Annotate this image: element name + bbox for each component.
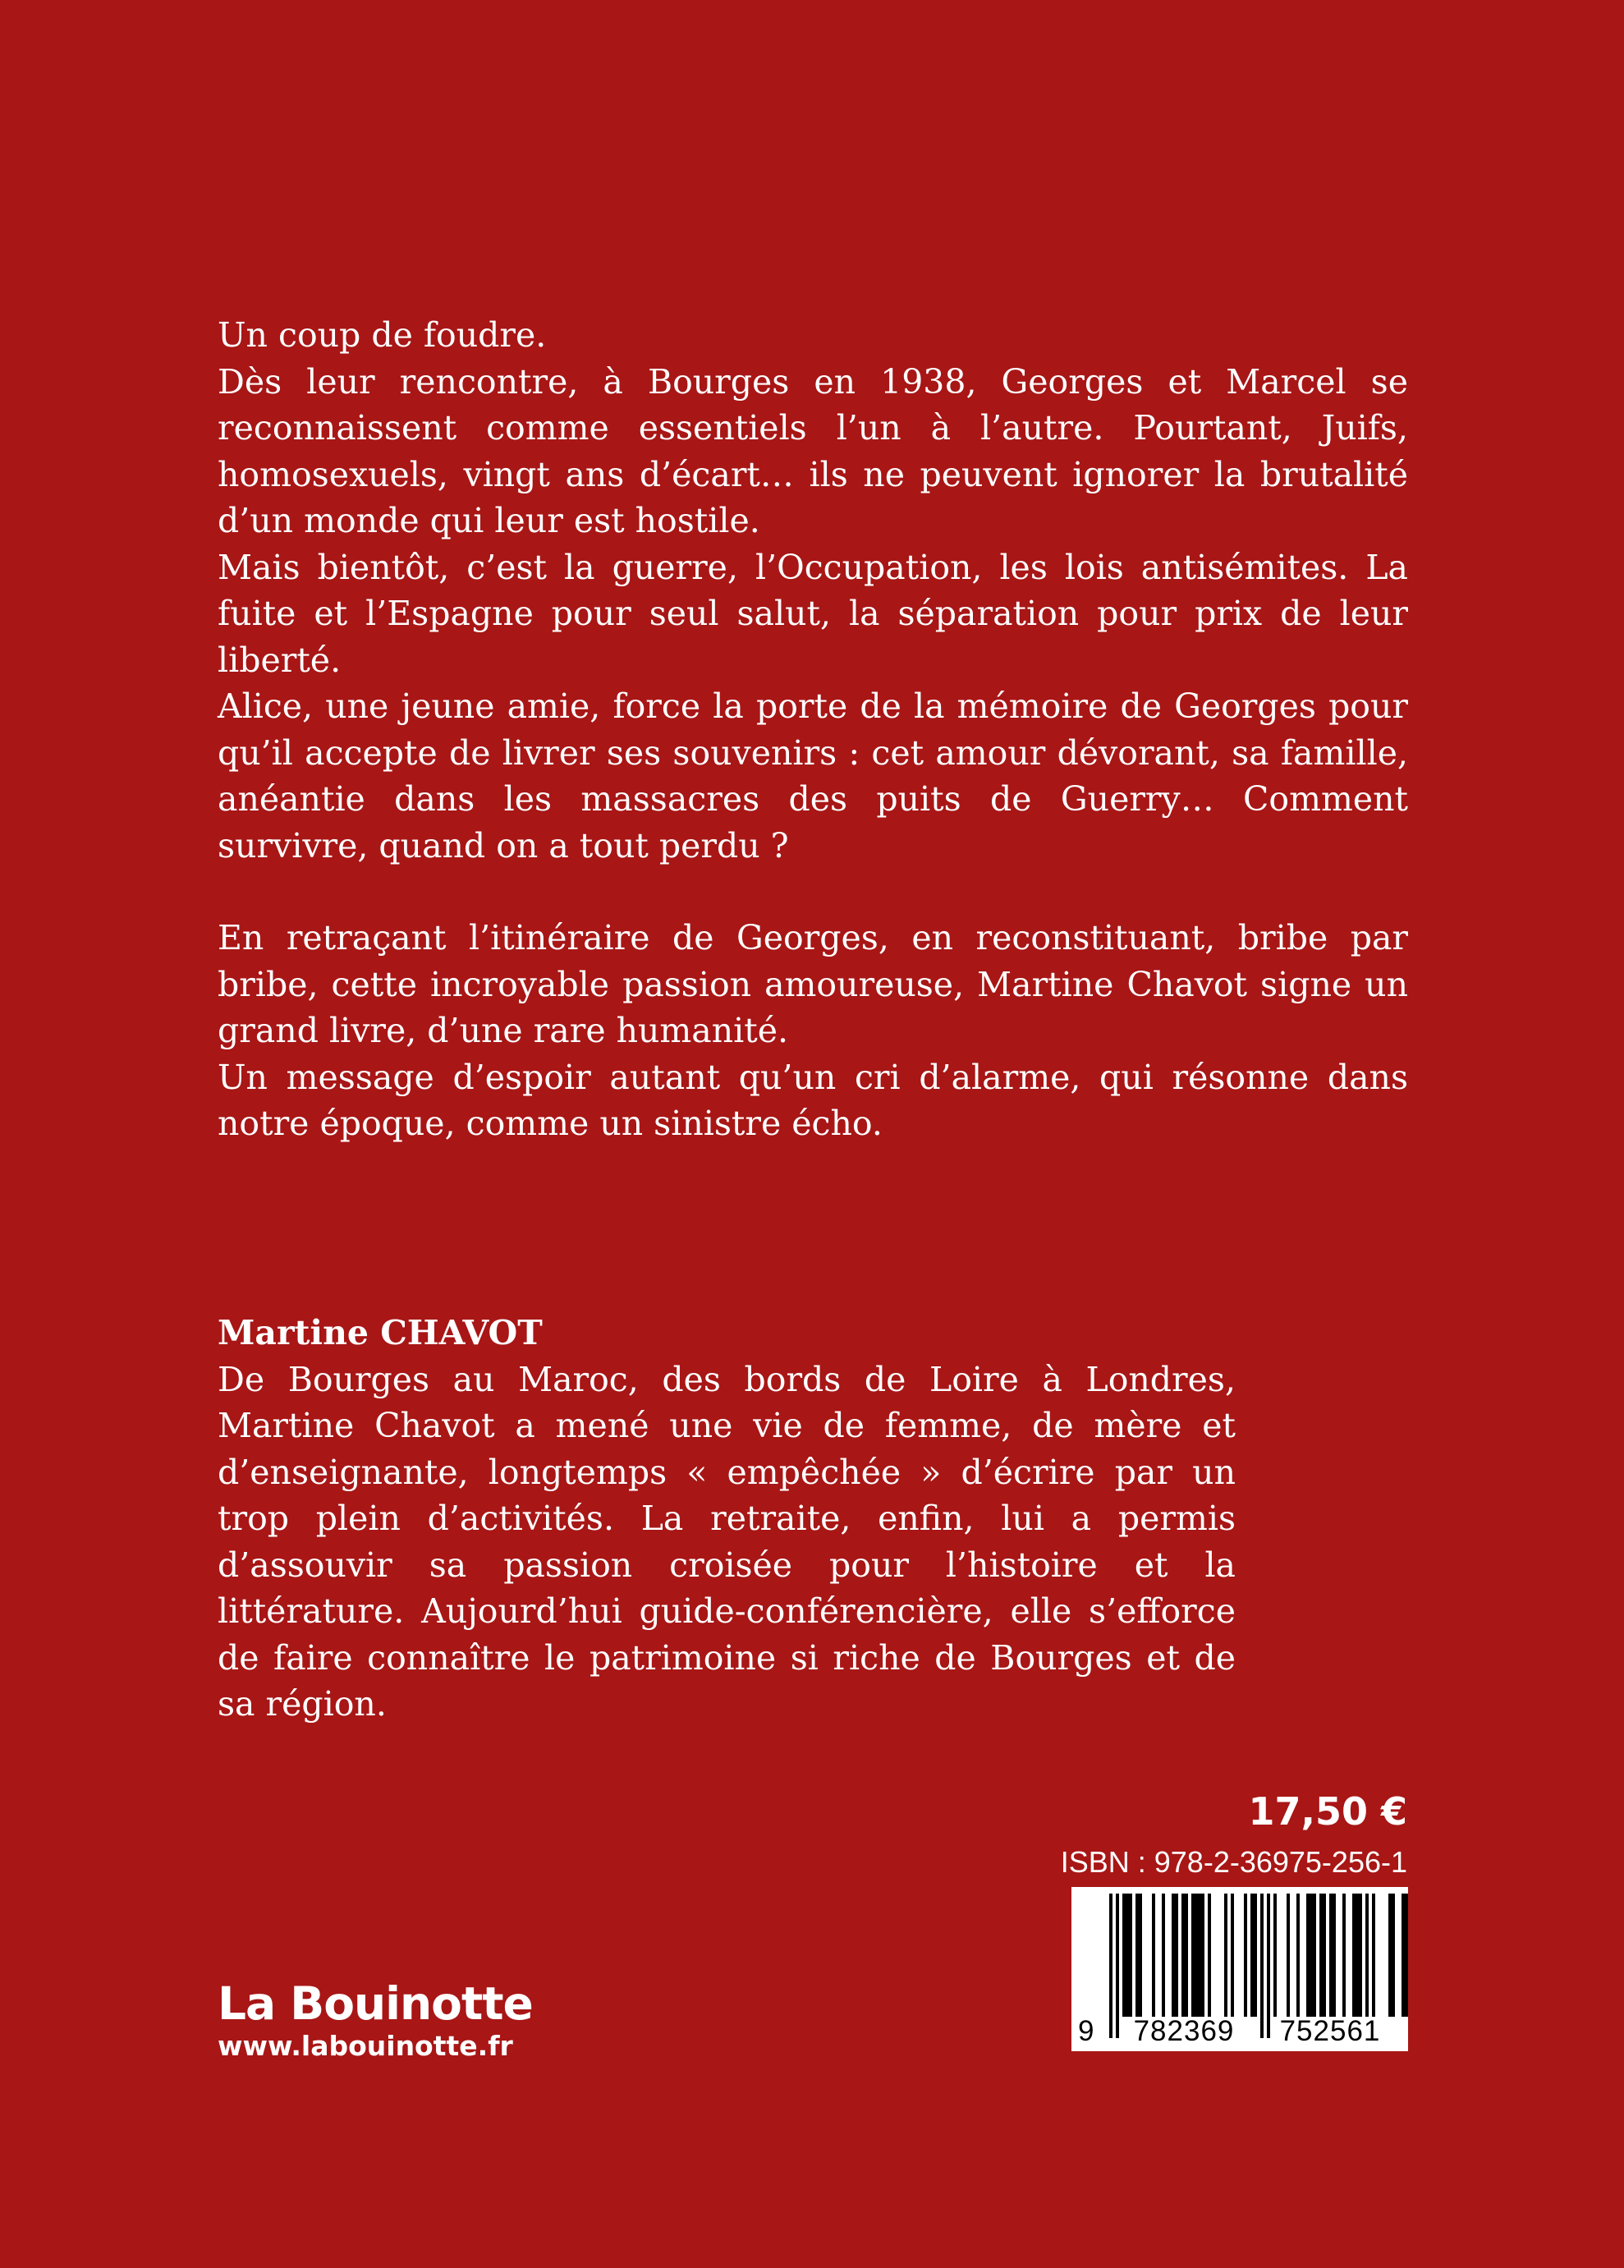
- barcode-bar: [1172, 1894, 1175, 2017]
- barcode-bar: [1310, 1894, 1313, 2017]
- barcode-bar: [1250, 1894, 1254, 2017]
- barcode-bar: [1388, 1894, 1392, 2017]
- barcode-bar: [1195, 1894, 1198, 2017]
- barcode-bar: [1208, 1894, 1211, 2017]
- barcode-bar: [1122, 1894, 1126, 2017]
- barcode-bar: [1333, 1894, 1336, 2017]
- barcode-bar: [1181, 1894, 1185, 2017]
- author-name: Martine CHAVOT: [218, 1313, 543, 1352]
- barcode-bar: [1191, 1894, 1195, 2017]
- barcode-bar: [1129, 1894, 1132, 2017]
- barcode-bar: [1126, 1894, 1129, 2017]
- barcode-bar: [1402, 1894, 1405, 2017]
- barcode-bar: [1175, 1894, 1178, 2017]
- barcode-bar: [1405, 1894, 1408, 2017]
- barcode-bar: [1231, 1894, 1234, 2017]
- synopsis-paragraph: Un message d’espoir autant qu’un cri d’alarme, qui résonne dans notre époque, comme un sinistre écho.: [218, 1057, 1408, 1143]
- synopsis-paragraph: Un coup de foudre.: [218, 315, 547, 355]
- price: 17,50 €: [1248, 1789, 1407, 1834]
- barcode-bar: [1254, 1894, 1257, 2017]
- author-bio-text: De Bourges au Maroc, des bords de Loire à Londres, Martine Chavot a mené une vie de femme, de mère et d’enseignante, longtemps « empêchée » d’écrire par un trop plein d’activités. La retraite, enfin, lui a permis d’assouvir sa passion croisée pour l’histoire et la littérature. Aujourd’hui guide-conférencière, elle s’efforce de faire connaître le patrimoine si riche de Bourges et de sa région.: [218, 1359, 1236, 1724]
- synopsis-paragraph: Alice, une jeune amie, force la porte de la mémoire de Georges pour qu’il accepte de livrer ses souvenirs : cet amour dévorant, sa famille, anéantie dans les massacres des puits de Guerry… Comment survivre, quand on a tout perdu ?: [218, 686, 1408, 865]
- barcode-bar: [1329, 1894, 1333, 2017]
- paragraph-gap: [218, 869, 1408, 915]
- barcode-bar: [1152, 1894, 1155, 2017]
- barcode-bar: [1319, 1894, 1323, 2017]
- barcode-bar: [1323, 1894, 1326, 2017]
- barcode-bar: [1365, 1894, 1369, 2017]
- synopsis: [218, 312, 1408, 1147]
- synopsis-paragraph: Dès leur rencontre, à Bourges en 1938, Georges et Marcel se reconnaissent comme essentiels l’un à l’autre. Pourtant, Juifs, homosexuels, vingt ans d’écart… ils ne peuvent ignorer la brutalité d’un monde qui leur est hostile.: [218, 361, 1408, 540]
- barcode-bar: [1201, 1894, 1204, 2017]
- barcode-bar: [1342, 1894, 1346, 2017]
- synopsis-paragraph: Mais bientôt, c’est la guerre, l’Occupation, les lois antisémites. La fuite et l’Espagne pour seul salut, la séparation pour prix de leur liberté.: [218, 547, 1408, 680]
- barcode-bar: [1224, 1894, 1227, 2017]
- barcode-bar: [1306, 1894, 1310, 2017]
- barcode-digits: [1071, 2015, 1408, 2048]
- synopsis-paragraph: En retraçant l’itinéraire de Georges, en reconstituant, bribe par bribe, cette incroyable passion amoureuse, Martine Chavot signe un grand livre, d’une rare humanité.: [218, 918, 1408, 1050]
- barcode-bar: [1135, 1894, 1139, 2017]
- barcode: [1071, 1887, 1408, 2051]
- barcode-bar: [1359, 1894, 1362, 2017]
- barcode-bar: [1352, 1894, 1356, 2017]
- publisher-name: La Bouinotte: [218, 1977, 533, 2030]
- barcode-bar: [1185, 1894, 1188, 2017]
- barcode-bar: [1313, 1894, 1316, 2017]
- barcode-bar: [1198, 1894, 1201, 2017]
- isbn: ISBN : 978-2-36975-256-1: [1060, 1845, 1407, 1879]
- barcode-bar: [1139, 1894, 1142, 2017]
- barcode-bar: [1392, 1894, 1395, 2017]
- barcode-bar: [1296, 1894, 1300, 2017]
- barcode-bar: [1287, 1894, 1290, 2017]
- author-bio: [218, 1310, 1236, 1728]
- barcode-bar: [1273, 1894, 1277, 2017]
- barcode-right-group: 752561: [1279, 2015, 1381, 2047]
- barcode-bar: [1162, 1894, 1165, 2017]
- barcode-bar: [1372, 1894, 1375, 2017]
- barcode-bar: [1356, 1894, 1359, 2017]
- publisher-website: www.labouinotte.fr: [218, 2030, 513, 2062]
- barcode-bar: [1244, 1894, 1247, 2017]
- barcode-first-digit: 9: [1078, 2015, 1094, 2047]
- barcode-left-group: 782369: [1133, 2015, 1235, 2047]
